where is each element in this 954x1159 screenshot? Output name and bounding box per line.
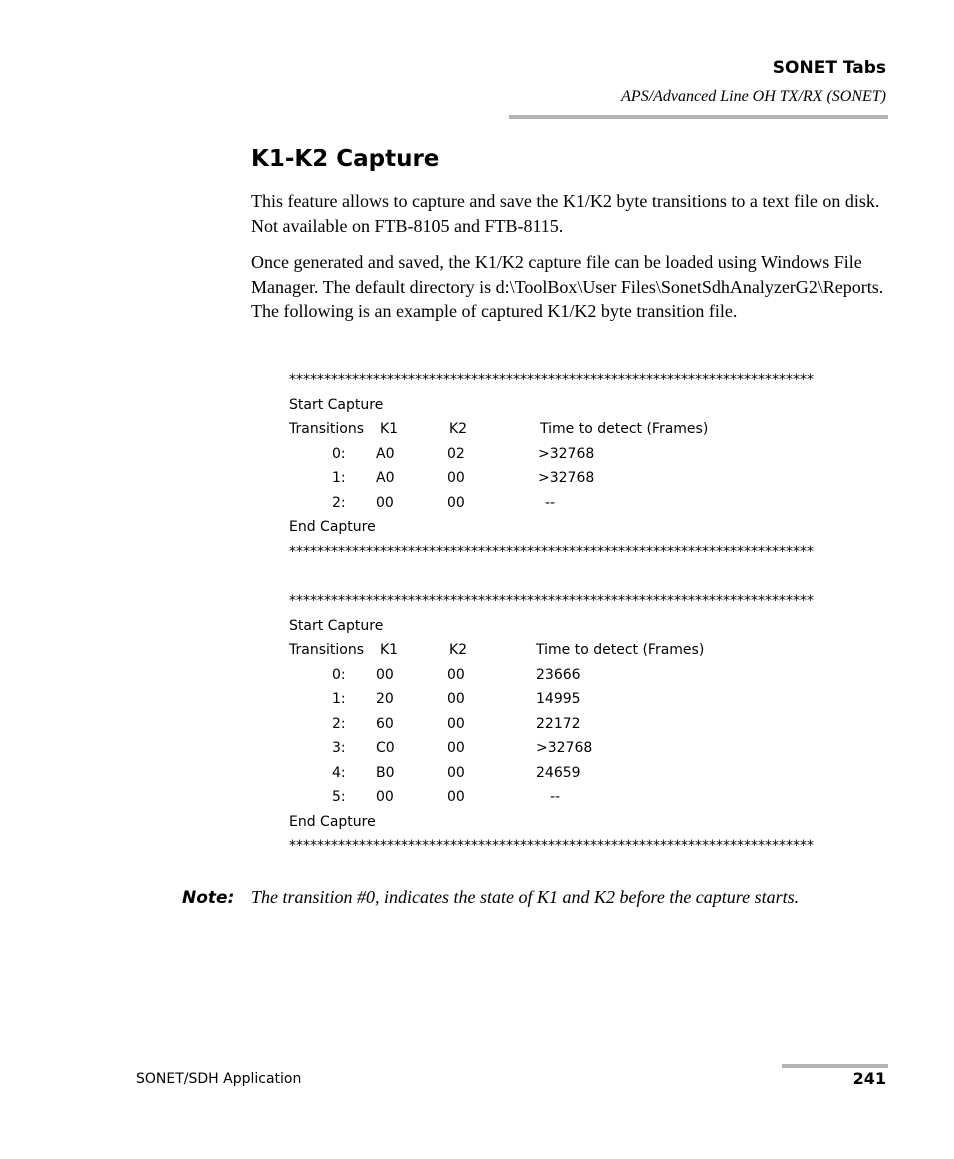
cell-transition: 1: — [332, 470, 346, 486]
col-time: Time to detect (Frames) — [536, 642, 705, 658]
cell-k2: 00 — [447, 715, 465, 732]
col-transitions: Transitions — [289, 421, 364, 437]
running-header-subtitle: APS/Advanced Line OH TX/RX (SONET) — [621, 88, 886, 105]
cell-time: >32768 — [538, 445, 595, 462]
page-number: 241 — [852, 1069, 886, 1088]
start-capture-label: Start Capture — [289, 396, 384, 413]
col-time: Time to detect (Frames) — [540, 421, 709, 437]
cell-k1: 00 — [376, 494, 394, 511]
cell-k2: 02 — [447, 445, 465, 462]
cell-transition: 2: — [332, 494, 346, 511]
table-row — [289, 761, 814, 786]
cell-k1: C0 — [376, 740, 395, 756]
note-text: The transition #0, indicates the state of K1 and K2 before the capture starts. — [251, 887, 800, 907]
end-capture-label: End Capture — [289, 813, 376, 830]
cell-k2: 00 — [447, 764, 465, 781]
separator-line: *************************************************************************** — [289, 543, 814, 560]
cell-k2: 00 — [447, 666, 465, 683]
cell-transition: 5: — [332, 789, 346, 805]
table-row — [289, 785, 814, 810]
cell-k2: 00 — [447, 789, 465, 805]
cell-k2: 00 — [447, 740, 465, 756]
table-row — [289, 491, 814, 516]
col-transitions: Transitions — [289, 642, 364, 658]
paragraph-intro: This feature allows to capture and save the K1/K2 byte transitions to a text file on disk. Not available on FTB-8105 and FTB-8115. — [251, 191, 880, 236]
cell-transition: 1: — [332, 691, 346, 707]
cell-k1: B0 — [376, 764, 395, 781]
separator-line: *************************************************************************** — [289, 838, 814, 854]
capture-example-2 — [289, 589, 814, 859]
table-row — [289, 466, 814, 491]
col-k2: K2 — [449, 642, 468, 658]
cell-time: -- — [550, 789, 561, 805]
cell-transition: 0: — [332, 445, 346, 462]
separator-line: *************************************************************************** — [289, 593, 814, 609]
cell-k1: A0 — [376, 470, 395, 486]
header-rule — [509, 115, 888, 119]
start-capture-label: Start Capture — [289, 617, 384, 634]
footer-rule — [782, 1064, 888, 1068]
cell-time: >32768 — [536, 740, 593, 756]
col-k2: K2 — [449, 421, 468, 437]
column-header-row — [289, 417, 814, 442]
cell-k1: 00 — [376, 666, 394, 683]
cell-transition: 3: — [332, 740, 346, 756]
cell-k2: 00 — [447, 691, 465, 707]
section-title: K1-K2 Capture — [251, 146, 440, 172]
cell-time: 14995 — [536, 691, 581, 707]
cell-transition: 0: — [332, 666, 346, 683]
table-row — [289, 712, 814, 737]
cell-k1: 60 — [376, 715, 394, 732]
cell-k2: 00 — [447, 470, 465, 486]
cell-time: >32768 — [538, 470, 595, 486]
running-header-title: SONET Tabs — [772, 58, 886, 78]
end-capture-label: End Capture — [289, 519, 376, 535]
cell-k1: A0 — [376, 445, 395, 462]
cell-transition: 2: — [332, 715, 346, 732]
capture-example-1 — [289, 368, 814, 564]
note-label: Note: — [182, 888, 235, 908]
table-row — [289, 687, 814, 712]
cell-time: 22172 — [536, 715, 581, 732]
cell-k1: 20 — [376, 691, 394, 707]
cell-time: 23666 — [536, 666, 581, 683]
cell-time: 24659 — [536, 764, 581, 781]
table-row — [289, 442, 814, 467]
cell-k2: 00 — [447, 494, 465, 511]
footer-section-name: SONET/SDH Application — [136, 1071, 302, 1087]
column-header-row — [289, 638, 814, 663]
col-k1: K1 — [380, 421, 399, 437]
col-k1: K1 — [380, 642, 399, 658]
table-row — [289, 663, 814, 688]
cell-time: -- — [545, 494, 556, 511]
table-row — [289, 736, 814, 761]
separator-line: *************************************************************************** — [289, 372, 814, 388]
paragraph-location: Once generated and saved, the K1/K2 capture file can be loaded using Windows File Manager. The default directory is d:\ToolBox\User Files\SonetSdhAnalyzerG2\Reports. The following is an example of captured K1/K2 byte transition file. — [251, 252, 884, 321]
cell-k1: 00 — [376, 789, 394, 805]
cell-transition: 4: — [332, 764, 346, 781]
